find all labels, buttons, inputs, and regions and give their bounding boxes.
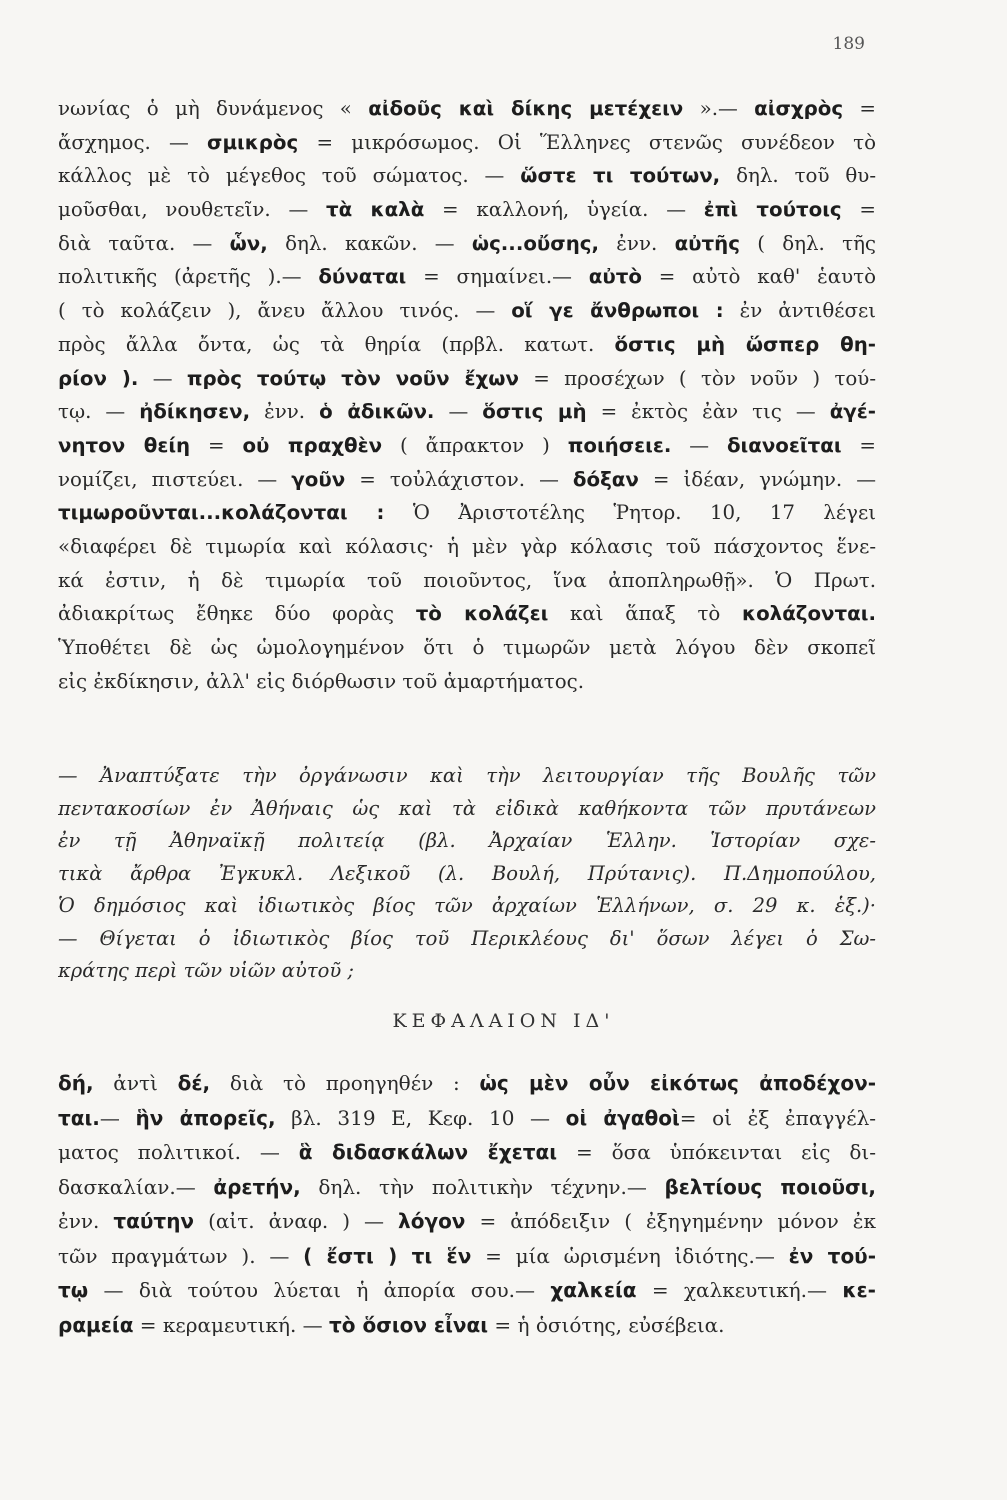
lemma-term: τὰ καλὰ: [325, 198, 425, 222]
lemma-term: ὧν,: [229, 231, 268, 255]
lemma-term: σμικρὸς: [207, 130, 299, 154]
text-line: [58, 631, 876, 665]
gloss-text: = μικρόσωμος. Οἱ Ἕλληνες στενῶς συνέδεον τὸ: [298, 130, 876, 154]
gloss-text: κάλλος μὲ τὸ μέγεθος τοῦ σώματος. —: [58, 164, 521, 188]
text-line: [58, 1273, 876, 1308]
gloss-text: Ὑποθέτει δὲ ὡς ὡμολογημένον ὅτι ὁ τιμωρῶν μετὰ λόγου δὲν σκοπεῖ: [58, 636, 876, 659]
gloss-text: διὰ ταῦτα. —: [58, 231, 230, 255]
gloss-text: (αἰτ. ἀναφ. ) —: [194, 1209, 399, 1233]
gloss-text: ».—: [683, 97, 755, 120]
lemma-term: ρίον ).: [58, 366, 139, 390]
text-line: [58, 597, 876, 631]
gloss-text: = κεραμευτική. —: [133, 1312, 330, 1337]
lemma-term: τιμωροῦνται...κολάζονται :: [58, 501, 385, 525]
gloss-text: διὰ τὸ προηγηθέν :: [210, 1071, 480, 1095]
text-line: [58, 1170, 876, 1205]
lemma-term: ὥστε τι τούτων,: [520, 164, 721, 188]
gloss-text: δασκαλίαν.—: [58, 1174, 214, 1199]
lemma-term: ὅστις μὴ: [482, 400, 587, 424]
text-line: [58, 463, 876, 497]
gloss-text: ἀδιακρίτως ἔθηκε δύο φορὰς: [58, 602, 416, 626]
gloss-text: = τοὐλάχιστον. —: [345, 467, 573, 491]
gloss-text: —: [671, 433, 727, 457]
text-line: [58, 1066, 876, 1101]
lemma-term: αὐτὸ: [588, 265, 642, 289]
question-line: τικὰ ἄρθρα Ἐγκυκλ. Λεξικοῦ (λ. Βουλή, Πρύτανις). Π.Δημοπούλου,: [58, 861, 876, 885]
text-line: [58, 260, 876, 294]
lemma-term: αὐτῆς: [674, 231, 740, 255]
lemma-term: ἐν τού-: [788, 1243, 876, 1268]
lemma-term: τῳ: [58, 1278, 89, 1302]
lemma-term: ὡς...οὔσης,: [471, 231, 600, 255]
gloss-text: = ἐκτὸς ἐὰν τις —: [586, 400, 830, 424]
gloss-text: =: [190, 433, 243, 457]
gloss-text: = ὅσα ὑπόκεινται εἰς δι-: [557, 1140, 876, 1164]
text-line: [58, 294, 876, 328]
gloss-text: καὶ ἅπαξ τὸ: [548, 602, 743, 626]
question-line: πεντακοσίων ἐν Ἀθήναις ὡς καὶ τὰ εἰδικὰ καθήκοντα τῶν πρυτάνεων: [58, 796, 876, 820]
text-line: [58, 92, 876, 126]
gloss-text: Ὁ Ἀριστοτέλης Ῥητορ. 10, 17 λέγει: [384, 501, 876, 525]
lemma-term: αἰδοῦς καὶ δίκης μετέχειν: [368, 97, 684, 120]
gloss-text: νομίζει, πιστεύει. —: [58, 467, 292, 491]
gloss-text: ματος πολιτικοί. —: [58, 1140, 299, 1164]
question-line: — Θίγεται ὁ ἰδιωτικὸς βίος τοῦ Περικλέους δι' ὅσων λέγει ὁ Σω-: [58, 926, 876, 950]
gloss-text: =: [841, 433, 876, 457]
text-line: [58, 1204, 876, 1239]
gloss-text: ἐν ἀντιθέσει: [723, 299, 876, 323]
lemma-term: οἵ γε ἄνθρωποι :: [511, 299, 724, 323]
text-line: [58, 564, 876, 598]
lemma-term: ραμεία: [58, 1312, 134, 1337]
lemma-term: ταύτην: [113, 1209, 195, 1233]
text-line: [58, 362, 876, 396]
gloss-text: «διαφέρει δὲ τιμωρία καὶ κόλασις· ἡ μὲν γὰρ κόλασις τοῦ πάσχοντος ἕνε-: [58, 534, 876, 558]
gloss-text: — διὰ τούτου λύεται ἡ ἀπορία σου.—: [88, 1278, 551, 1302]
lemma-term: ὁ ἀδικῶν.: [319, 400, 435, 424]
gloss-text: ( δηλ. τῆς: [739, 231, 876, 255]
commentary-block-2: [58, 1066, 876, 1342]
lemma-term: ἀρετήν,: [213, 1174, 301, 1199]
lemma-term: ἣν ἀπορεῖς,: [135, 1105, 276, 1130]
gloss-text: ἐνν.: [599, 231, 675, 255]
text-line: [58, 1239, 876, 1274]
gloss-text: = χαλκευτική.—: [636, 1278, 843, 1302]
gloss-text: πρὸς ἄλλα ὄντα, ὡς τὰ θηρία (πρβλ. κατωτ.: [58, 332, 615, 356]
lemma-term: διανοεῖται: [726, 433, 842, 457]
gloss-text: βλ. 319 Ε, Κεφ. 10 —: [275, 1105, 566, 1130]
question-line: κράτης περὶ τῶν υἱῶν αὐτοῦ ;: [58, 959, 354, 982]
text-line: [58, 328, 876, 362]
gloss-text: δηλ. τοῦ θυ-: [720, 164, 876, 188]
lemma-term: οὐ πραχθὲν: [242, 433, 383, 457]
gloss-text: —: [99, 1105, 136, 1130]
text-line: [58, 496, 876, 530]
lemma-term: νητον θείη: [58, 433, 191, 457]
lemma-term: ται.: [58, 1105, 100, 1130]
lemma-term: ἀγέ-: [829, 400, 876, 424]
lemma-term: ἐπὶ τούτοις: [703, 198, 842, 222]
text-line: [58, 1101, 876, 1136]
gloss-text: ἀντὶ: [93, 1071, 178, 1095]
lemma-term: ὅστις μὴ ὥσπερ θη-: [614, 332, 876, 356]
text-line: [58, 193, 876, 227]
gloss-text: = ἰδέαν, γνώμην. —: [638, 467, 876, 491]
gloss-text: νωνίας ὁ μὴ δυνάμενος «: [58, 97, 369, 120]
question-line: — Ἀναπτύξατε τὴν ὀργάνωσιν καὶ τὴν λειτουργίαν τῆς Βουλῆς τῶν: [58, 764, 876, 787]
lemma-term: δύναται: [318, 265, 407, 289]
gloss-text: = ἡ ὁσιότης, εὐσέβεια.: [488, 1312, 725, 1337]
gloss-text: —: [138, 366, 187, 390]
gloss-text: =: [841, 198, 876, 222]
gloss-text: = μία ὡρισμένη ἰδιότης.—: [471, 1243, 789, 1268]
lemma-term: πρὸς τούτῳ τὸν νοῦν ἔχων: [186, 366, 519, 390]
lemma-term: δέ,: [177, 1071, 211, 1095]
gloss-text: =: [843, 97, 876, 120]
chapter-heading: ΚΕΦΑΛΑΙΟΝ ΙΔ': [392, 1010, 615, 1032]
question-line: Ὁ δημόσιος καὶ ἰδιωτικὸς βίος τῶν ἀρχαίων Ἑλλήνων, σ. 29 κ. ἑξ.)·: [58, 894, 876, 917]
gloss-text: ( ἄπρακτον ): [382, 433, 568, 457]
gloss-text: τῶν πραγμάτων ). —: [58, 1243, 304, 1268]
gloss-text: τῳ. —: [58, 400, 140, 424]
gloss-text: πολιτικῆς (ἀρετῆς ).—: [58, 265, 319, 289]
lemma-term: κε-: [842, 1278, 876, 1302]
gloss-text: = καλλονή, ὑγεία. —: [424, 198, 704, 222]
gloss-text: = σημαίνει.—: [406, 265, 589, 289]
lemma-term: ( ἔστι ) τι ἕν: [303, 1243, 472, 1268]
text-line: [58, 159, 876, 193]
lemma-term: τὸ κολάζει: [415, 602, 549, 626]
lemma-term: χαλκεία: [550, 1278, 637, 1302]
text-line: [58, 429, 876, 463]
gloss-text: —: [434, 400, 483, 424]
gloss-text: = οἱ ἐξ ἐπαγγέλ-: [679, 1105, 876, 1130]
lemma-term: κολάζονται.: [742, 602, 876, 626]
lemma-term: ποιήσειε.: [567, 433, 672, 457]
lemma-term: δή,: [58, 1071, 94, 1095]
study-questions: [58, 760, 876, 988]
lemma-term: λόγον: [398, 1209, 466, 1233]
page-number: 189: [832, 34, 865, 54]
gloss-text: = αὐτὸ καθ' ἑαυτὸ: [641, 265, 876, 289]
gloss-text: εἰς ἐκδίκησιν, ἀλλ' εἰς διόρθωσιν τοῦ ἁμαρτήματος.: [58, 669, 585, 693]
lemma-term: ὡς μὲν οὖν εἰκότως ἀποδέχον-: [479, 1071, 876, 1095]
lemma-term: οἱ ἀγαθοὶ: [565, 1105, 680, 1130]
gloss-text: ἐνν.: [250, 400, 320, 424]
text-line: [58, 227, 876, 261]
lemma-term: αἰσχρὸς: [754, 97, 844, 120]
text-line: [58, 665, 876, 699]
text-line: [58, 530, 876, 564]
gloss-text: = ἀπόδειξιν ( ἐξηγημένην μόνον ἐκ: [465, 1209, 876, 1233]
commentary-block-1: [58, 92, 876, 698]
lemma-term: ἠδίκησεν,: [139, 400, 251, 424]
question-line: ἐν τῇ Ἀθηναϊκῇ πολιτείᾳ (βλ. Ἀρχαίαν Ἑλλην. Ἱστορίαν σχε-: [58, 829, 876, 852]
text-line: [58, 395, 876, 429]
lemma-term: γοῦν: [291, 467, 346, 491]
lemma-term: βελτίους ποιοῦσι,: [664, 1174, 876, 1199]
lemma-term: ἃ διδασκάλων ἔχεται: [298, 1140, 558, 1164]
gloss-text: δηλ. κακῶν. —: [267, 231, 472, 255]
gloss-text: = προσέχων ( τὸν νοῦν ) τού-: [518, 366, 876, 390]
lemma-term: τὸ ὅσιον εἶναι: [329, 1312, 489, 1337]
text-line: [58, 1135, 876, 1170]
text-line: [58, 126, 876, 160]
gloss-text: δηλ. τὴν πολιτικὴν τέχνην.—: [300, 1174, 665, 1199]
gloss-text: κά ἐστιν, ἡ δὲ τιμωρία τοῦ ποιοῦντος, ἵνα ἀποπληρωθῇ». Ὁ Πρωτ.: [58, 568, 876, 592]
text-line: [58, 1308, 876, 1343]
gloss-text: ( τὸ κολάζειν ), ἄνευ ἄλλου τινός. —: [58, 299, 512, 323]
lemma-term: δόξαν: [572, 467, 639, 491]
gloss-text: ἄσχημος. —: [58, 130, 208, 154]
gloss-text: ἐνν.: [58, 1209, 114, 1233]
gloss-text: μοῦσθαι, νουθετεῖν. —: [58, 198, 326, 222]
